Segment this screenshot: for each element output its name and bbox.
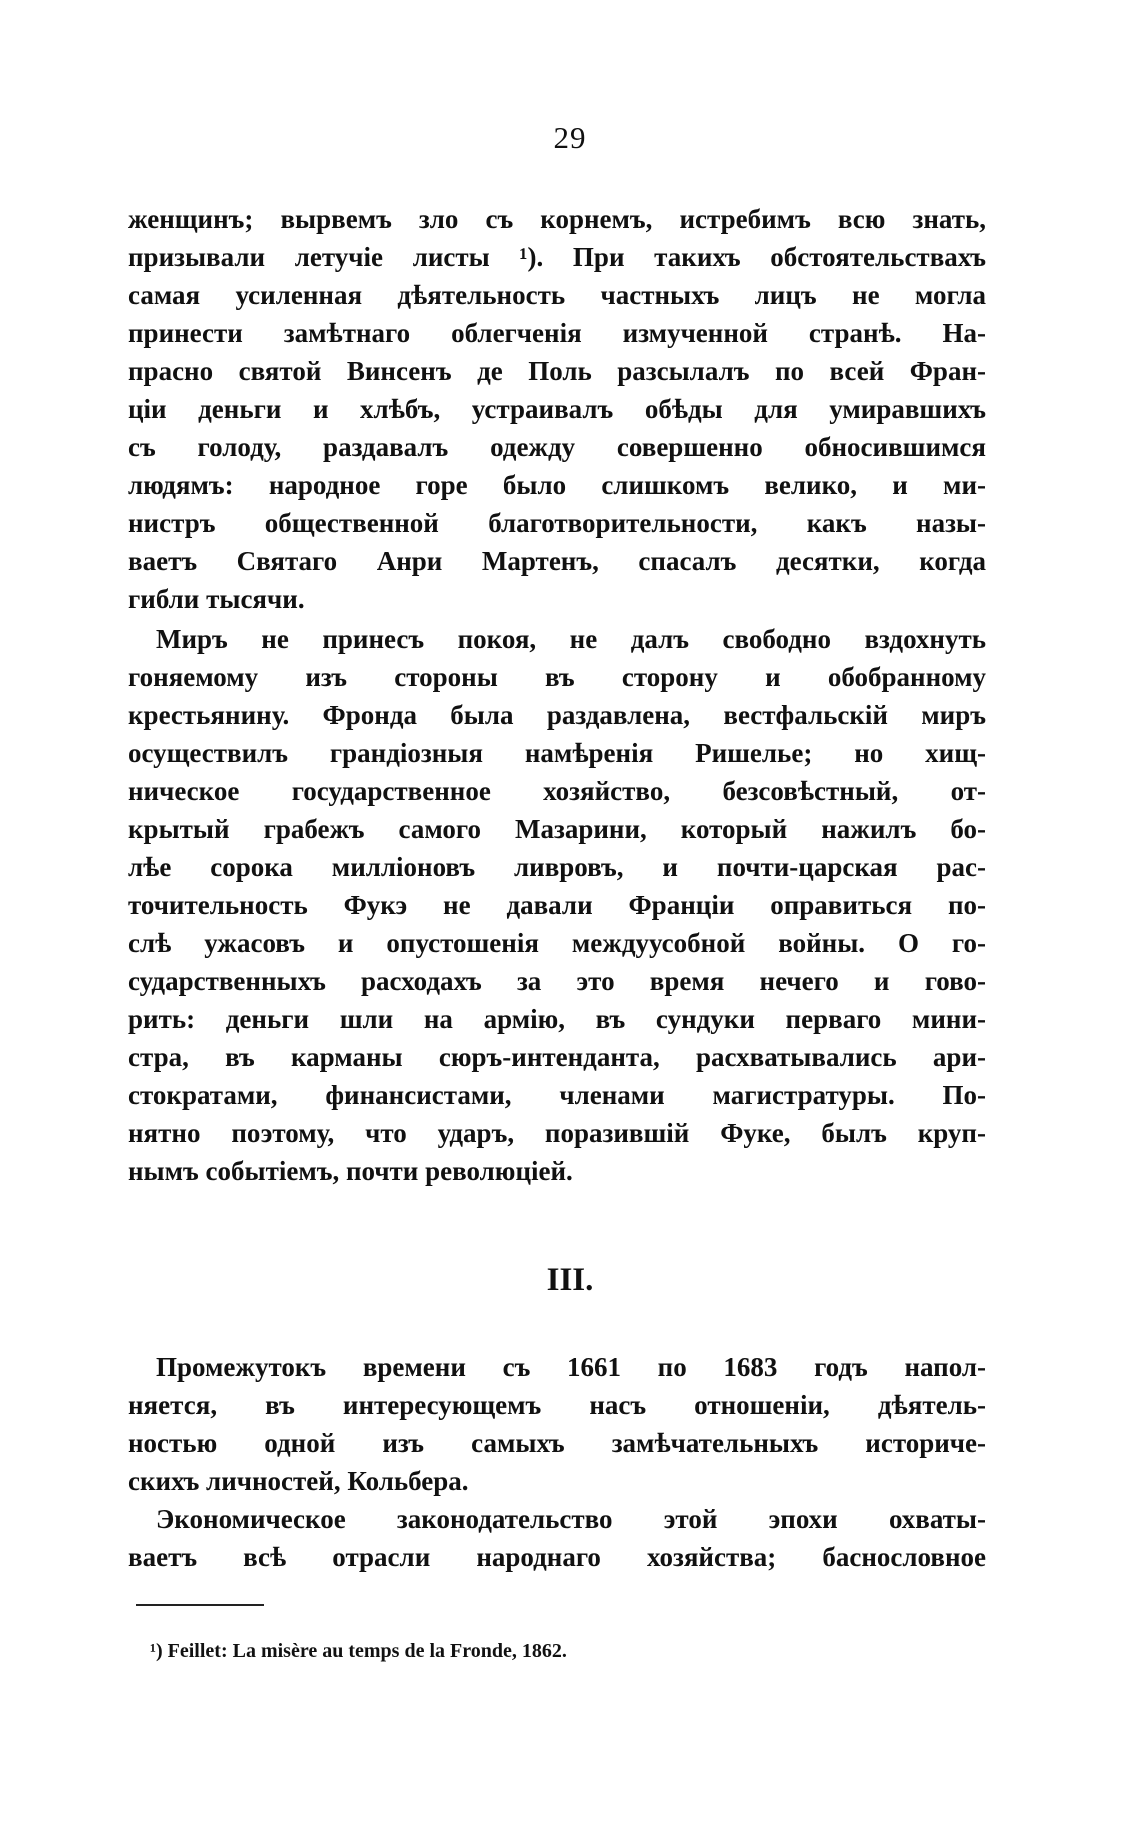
text-line: нятно поэтому, что ударъ, поразившій Фуке, былъ круп-: [128, 1118, 986, 1148]
text-line: Экономическое законодательство этой эпохи охваты-: [156, 1504, 986, 1534]
text-line: съ голоду, раздавалъ одежду совершенно обносившимся: [128, 432, 986, 462]
text-line: ностью одной изъ самыхъ замѣчательныхъ историче-: [128, 1428, 986, 1458]
paragraph-3: [128, 1348, 986, 1500]
text-line: рить: деньги шли на армію, въ сундуки перваго мини-: [128, 1004, 986, 1034]
text-line: крытый грабежъ самого Мазарини, который нажилъ бо-: [128, 814, 986, 844]
text-line: слѣ ужасовъ и опустошенія междуусобной войны. О го-: [128, 928, 986, 958]
text-line: нымъ событіемъ, почти революціей.: [128, 1156, 573, 1186]
text-line: стократами, финансистами, членами магистратуры. По-: [128, 1080, 986, 1110]
text-line: сударственныхъ расходахъ за это время нечего и гово-: [128, 966, 986, 996]
text-line: ціи деньги и хлѣбъ, устраивалъ обѣды для умиравшихъ: [128, 394, 986, 424]
paragraph-2: [128, 620, 986, 1190]
text-line: гоняемому изъ стороны въ сторону и обобранному: [128, 662, 986, 692]
text-line: прасно святой Винсенъ де Поль разсылалъ по всей Фран-: [128, 356, 986, 386]
paragraph-1: [128, 200, 986, 618]
page-number: 29: [553, 120, 587, 155]
footnote: ¹) Feillet: La misère au temps de la Fronde, 1862.: [150, 1640, 567, 1662]
text-line: точительность Фукэ не давали Франціи оправиться по-: [128, 890, 986, 920]
paragraph-4: [128, 1500, 986, 1576]
text-line: принести замѣтнаго облегченія измученной странѣ. На-: [128, 318, 986, 348]
section-heading: III.: [546, 1262, 594, 1298]
text-line: гибли тысячи.: [128, 584, 305, 614]
text-line: людямъ: народное горе было слишкомъ велико, и ми-: [128, 470, 986, 500]
text-line: лѣе сорока милліоновъ ливровъ, и почти-царская рас-: [128, 852, 986, 882]
text-line: призывали летучіе листы ¹). При такихъ обстоятельствахъ: [128, 242, 986, 272]
text-line: ваетъ всѣ отрасли народнаго хозяйства; баснословное: [128, 1542, 986, 1572]
text-line: няется, въ интересующемъ насъ отношеніи, дѣятель-: [128, 1390, 986, 1420]
footnote-divider: [136, 1604, 264, 1606]
text-line: ническое государственное хозяйство, безсовѣстный, от-: [128, 776, 986, 806]
text-line: осуществилъ грандіозныя намѣренія Ришелье; но хищ-: [128, 738, 986, 768]
text-line: женщинъ; вырвемъ зло съ корнемъ, истребимъ всю знать,: [128, 204, 986, 234]
text-line: стра, въ карманы сюръ-интенданта, расхватывались ари-: [128, 1042, 986, 1072]
text-line: скихъ личностей, Кольбера.: [128, 1466, 469, 1496]
text-line: крестьянину. Фронда была раздавлена, вестфальскій миръ: [128, 700, 986, 730]
text-line: самая усиленная дѣятельность частныхъ лицъ не могла: [128, 280, 986, 310]
text-line: Миръ не принесъ покоя, не далъ свободно вздохнуть: [156, 624, 986, 654]
text-line: Промежутокъ времени съ 1661 по 1683 годъ напол-: [156, 1352, 986, 1382]
text-line: нистръ общественной благотворительности, какъ назы-: [128, 508, 986, 538]
text-line: ваетъ Святаго Анри Мартенъ, спасалъ десятки, когда: [128, 546, 986, 576]
